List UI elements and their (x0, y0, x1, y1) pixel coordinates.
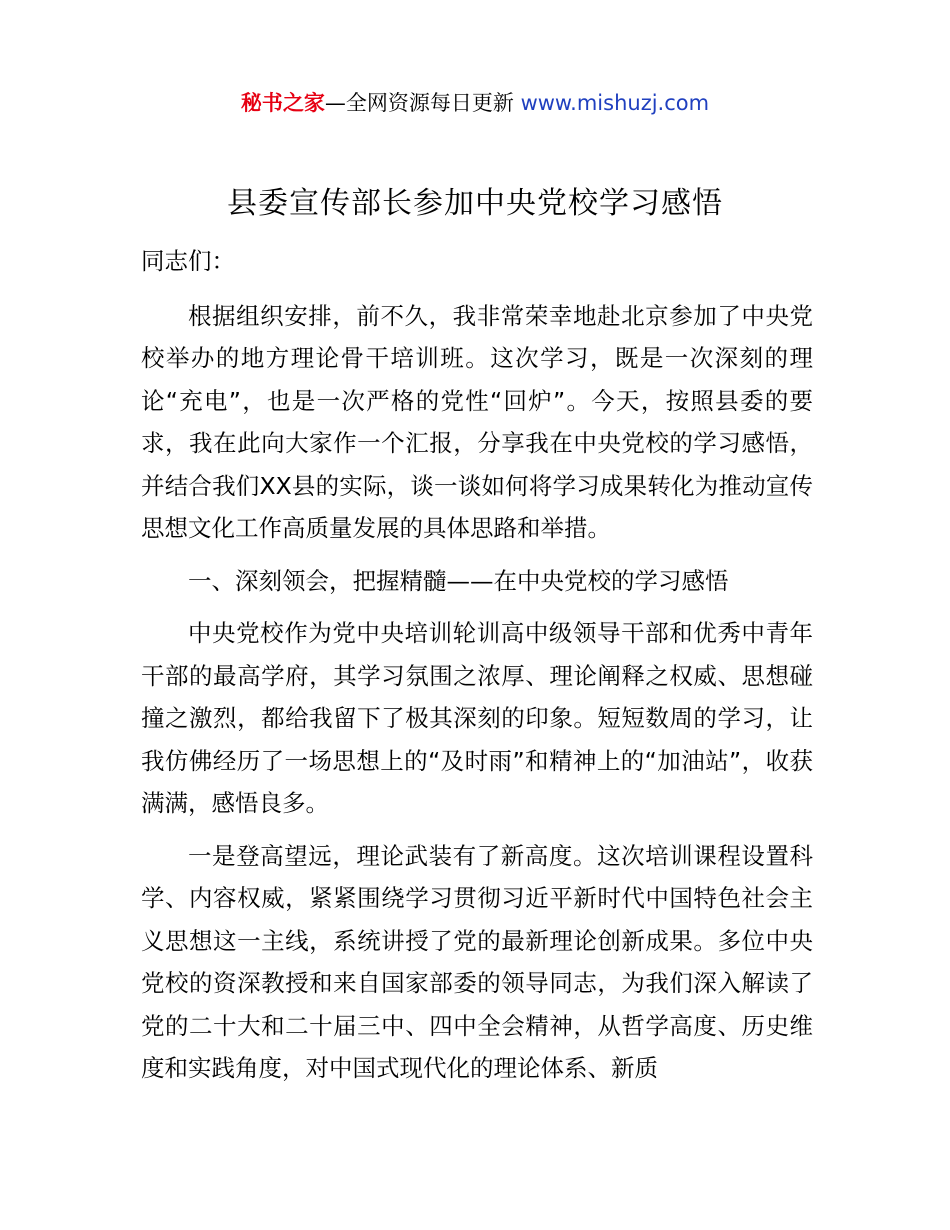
header-slogan: —全网资源每日更新 (324, 91, 514, 115)
site-url-link[interactable]: www.mishuzj.com (520, 91, 710, 115)
paragraph-theory: 一是登高望远，理论武装有了新高度。这次培训课程设置科学、内容权威，紧紧围绕学习贯彻习近平新时代中国特色社会主义思想这一主线，系统讲授了党的最新理论创新成果。多位中央党校的资深教授和来自国家部委的领导同志，为我们深入解读了党的二十大和二十届三中、四中全会精神，从哲学高度、历史维度和实践角度，对中国式现代化的理论体系、新质 (141, 841, 813, 1082)
document-title: 县委宣传部长参加中央党校学习感悟 (227, 186, 723, 221)
section-heading: 一、深刻领会，把握精髓——在中央党校的学习感悟 (188, 566, 729, 595)
paragraph-party-school: 中央党校作为党中央培训轮训高中级领导干部和优秀中青年干部的最高学府，其学习氛围之浓厚、理论阐释之权威、思想碰撞之激烈，都给我留下了极其深刻的印象。短短数周的学习，让我仿佛经历了一场思想上的“及时雨”和精神上的“加油站”，收获满满，感悟良多。 (141, 619, 813, 817)
document-body (141, 240, 813, 1100)
salutation: 同志们： (141, 247, 235, 275)
brand-name: 秘书之家 (240, 91, 325, 115)
paragraph-intro: 根据组织安排，前不久，我非常荣幸地赴北京参加了中央党校举办的地方理论骨干培训班。这次学习，既是一次深刻的理论“充电”，也是一次严格的党性“回炉”。今天，按照县委的要求，我在此向大家作一个汇报，分享我在中央党校的学习感悟，并结合我们XX县的实际，谈一谈如何将学习成果转化为推动宣传思想文化工作高质量发展的具体思路和举措。 (141, 301, 813, 542)
site-header (0, 88, 950, 118)
